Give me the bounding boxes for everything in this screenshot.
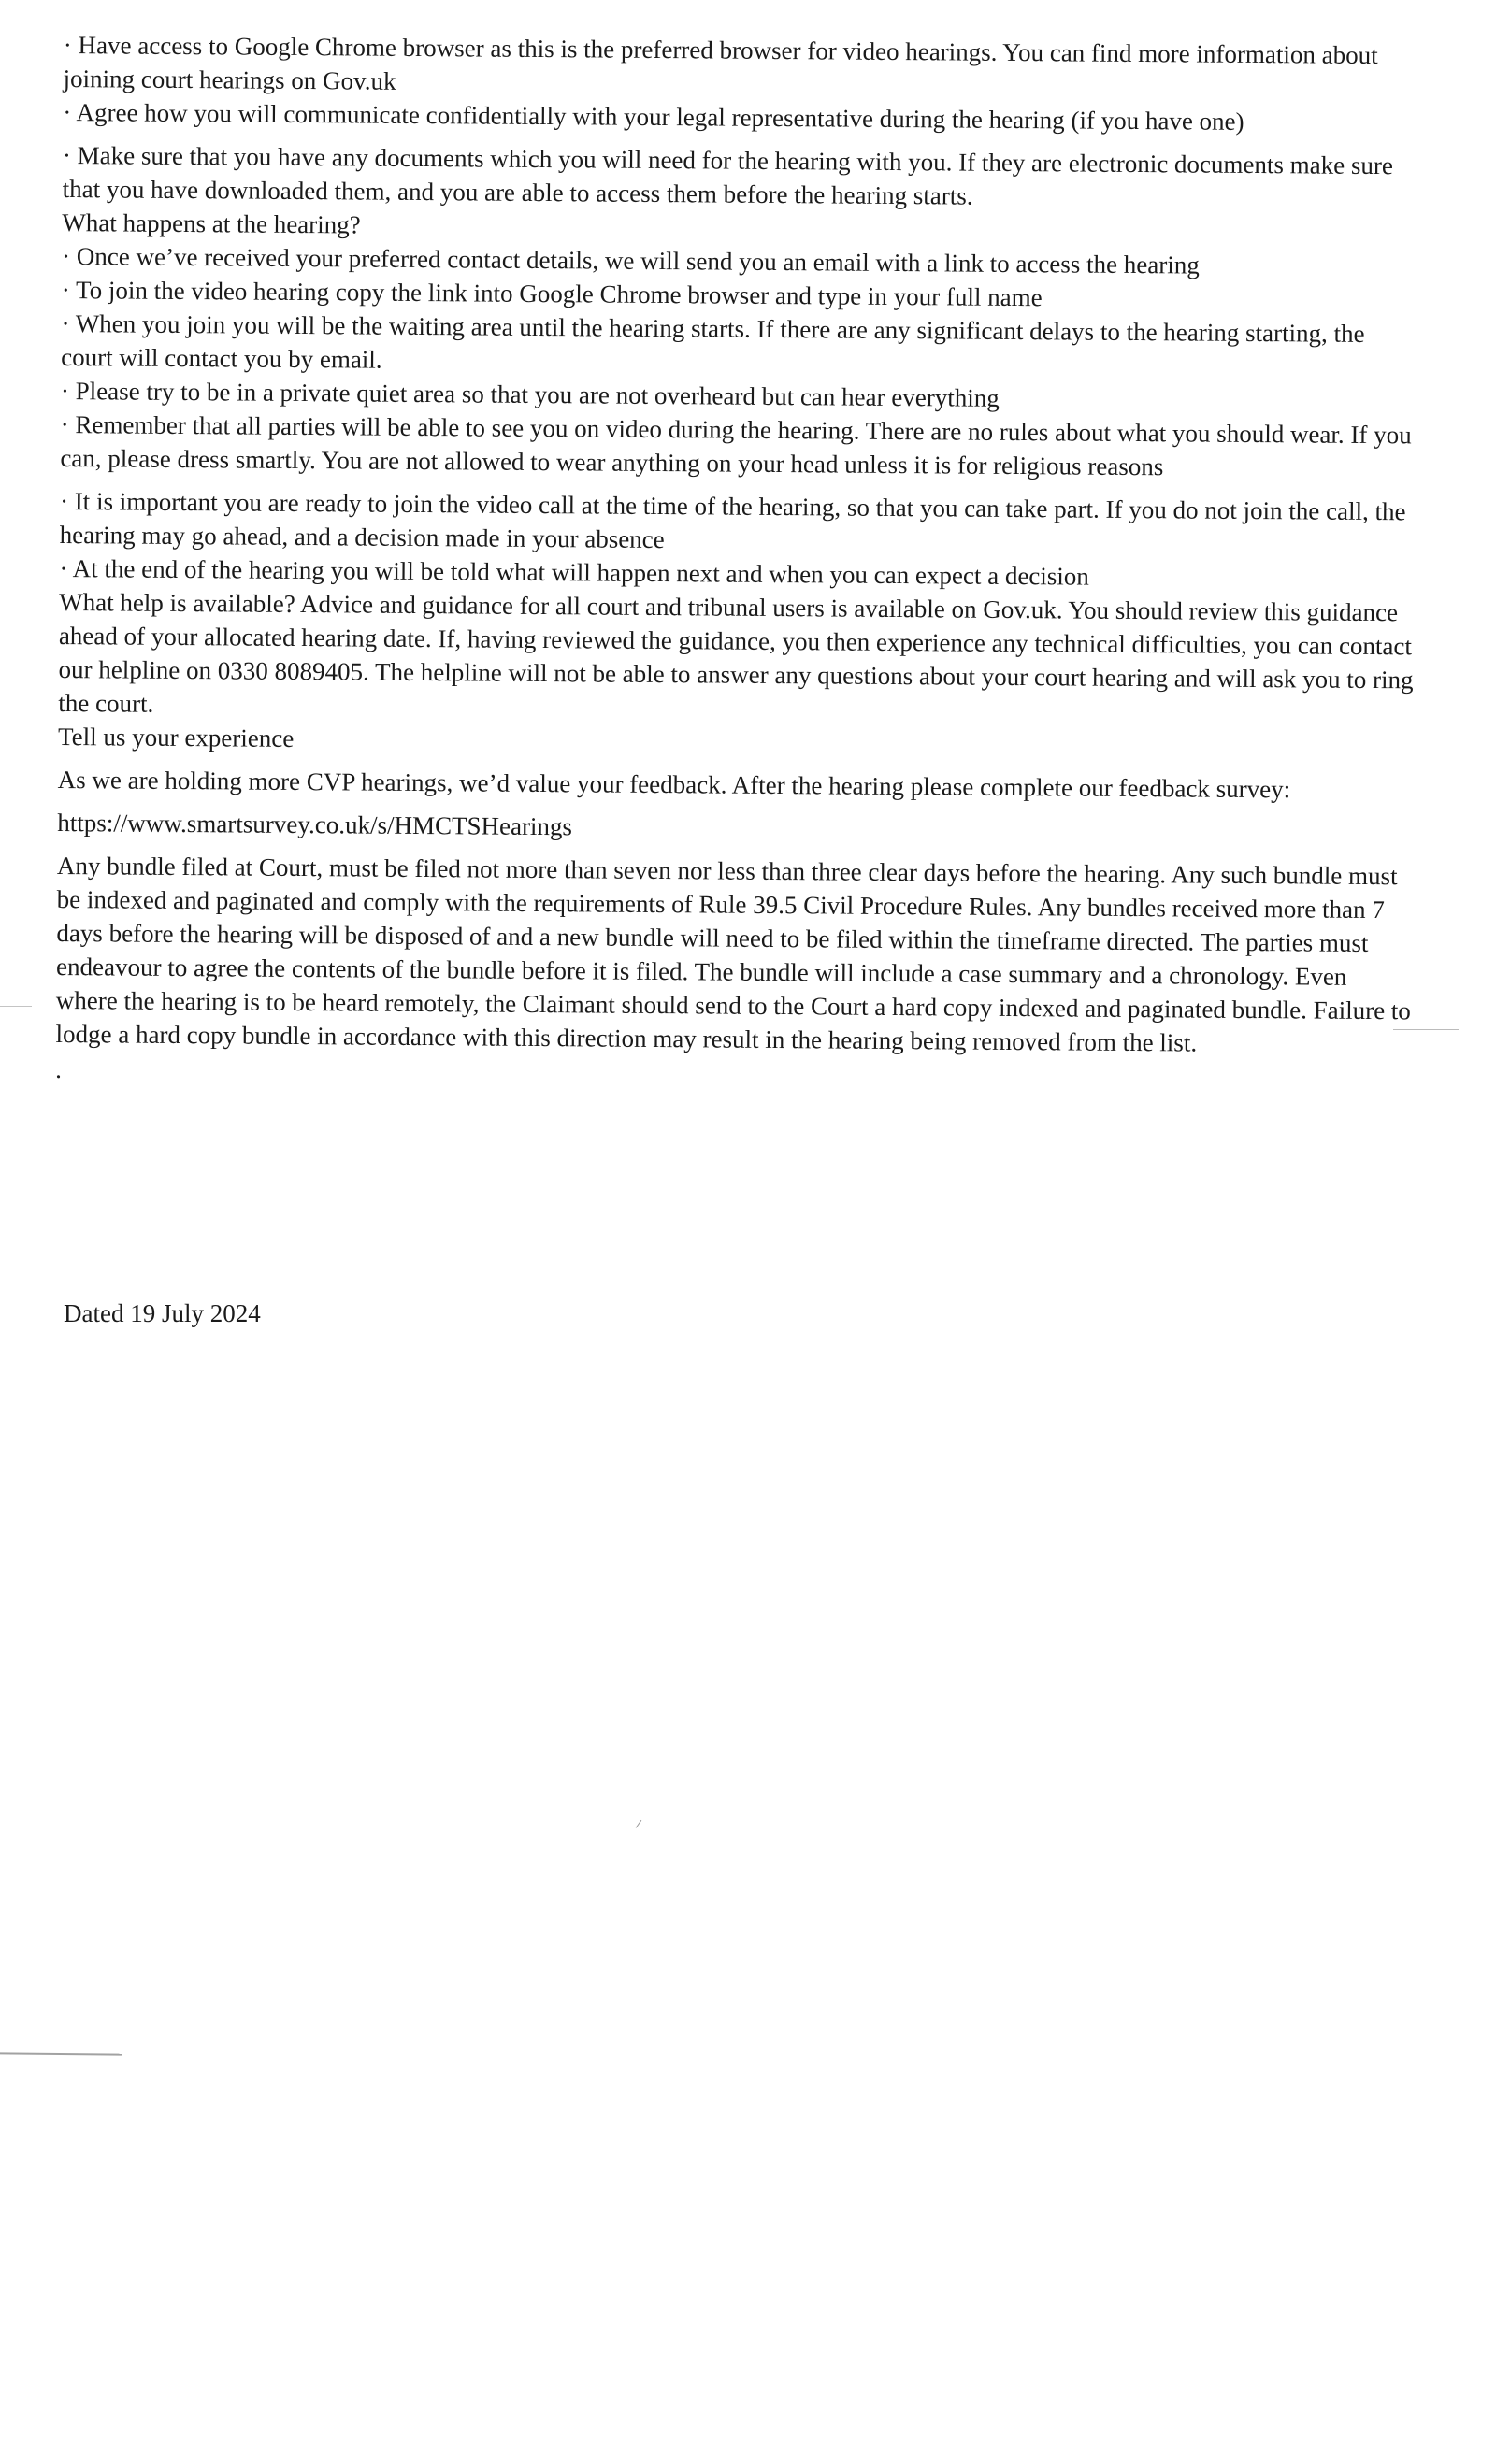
bullet-legal-representative: · Agree how you will communicate confidentially with your legal representative during the hearing (if you have one) xyxy=(63,97,1244,136)
bullet-documents: · Make sure that you have any documents which you will need for the hearing with you. If they are electronic documents make sure that you have downloaded them, and you are able to access them before the hearing starts. xyxy=(62,140,1394,210)
bullet-end-of-hearing: · At the end of the hearing you will be told what will happen next and when you can expect a decision xyxy=(59,553,1089,591)
bundle-direction-paragraph: Any bundle filed at Court, must be filed not more than seven nor less than three clear days before the hearing. Any such bundle must be indexed and paginated and comply with the requirements of Rule 39.5 Civil Procedure Rules. Any bundles received more than 7 days before the hearing will be disposed of and a new bundle will need to be filed within the timeframe directed. The parties must endeavour to agree the contents of the bundle before it is filed. The bundle will include a case summary and a chronology. Even where the hearing is to be heard remotely, the Claimant should send to the Court a hard copy indexed and paginated bundle. Failure to lodge a hard copy bundle in accordance with this direction may result in the hearing being removed from the list. xyxy=(55,851,1411,1057)
bullet-dress: · Remember that all parties will be able to see you on video during the hearing. There are no rules about what you should wear. If you can, please dress smartly. You are not allowed to wear anything on your head unless it is for religious reasons xyxy=(60,409,1412,481)
bullet-ready-to-join: · It is important you are ready to join the video call at the time of the hearing, so that you can take part. If you do not join the call, the hearing may go ahead, and a decision made in your absence xyxy=(59,486,1406,554)
bullet-waiting-area: · When you join you will be the waiting area until the hearing starts. If there are any significant delays to the hearing starting, the court will contact you by email. xyxy=(61,308,1365,374)
bullet-chrome-access: · Have access to Google Chrome browser as this is the preferred browser for video hearings. You can find more information about joining court hearings on Gov.uk xyxy=(63,30,1378,95)
bullet-join-link: · To join the video hearing copy the link into Google Chrome browser and type in your full name xyxy=(61,275,1043,312)
help-available-paragraph: What help is available? Advice and guidance for all court and tribunal users is available on Gov.uk. You should review this guidance ahead of your allocated hearing date. If, having reviewed the guidance, you then experience any technical difficulties, you can contact our helpline on 0330 8089405. The helpline will not be able to answer any questions about your court hearing and will ask you to ring the court. xyxy=(58,587,1414,718)
feedback-paragraph: As we are holding more CVP hearings, we’d value your feedback. After the hearing please complete our feedback survey: xyxy=(57,765,1291,804)
scan-artifact-mark xyxy=(0,1006,32,1007)
feedback-survey-link[interactable]: https://www.smartsurvey.co.uk/s/HMCTSHearings xyxy=(57,808,573,841)
stray-dot: . xyxy=(55,1054,63,1084)
scan-artifact-line xyxy=(0,2052,122,2055)
dated-line: Dated 19 July 2024 xyxy=(64,1299,261,1327)
heading-what-happens: What happens at the hearing? xyxy=(62,208,361,239)
scan-artifact-speck xyxy=(636,1820,646,1831)
heading-tell-us: Tell us your experience xyxy=(57,722,295,752)
bullet-email-link: · Once we’ve received your preferred contact details, we will send you an email with a link to access the hearing xyxy=(61,241,1200,279)
bullet-quiet-area: · Please try to be in a private quiet area so that you are not overheard but can hear everything xyxy=(60,376,1000,412)
document-body xyxy=(55,28,1419,1091)
scan-artifact-mark xyxy=(1393,1029,1459,1030)
